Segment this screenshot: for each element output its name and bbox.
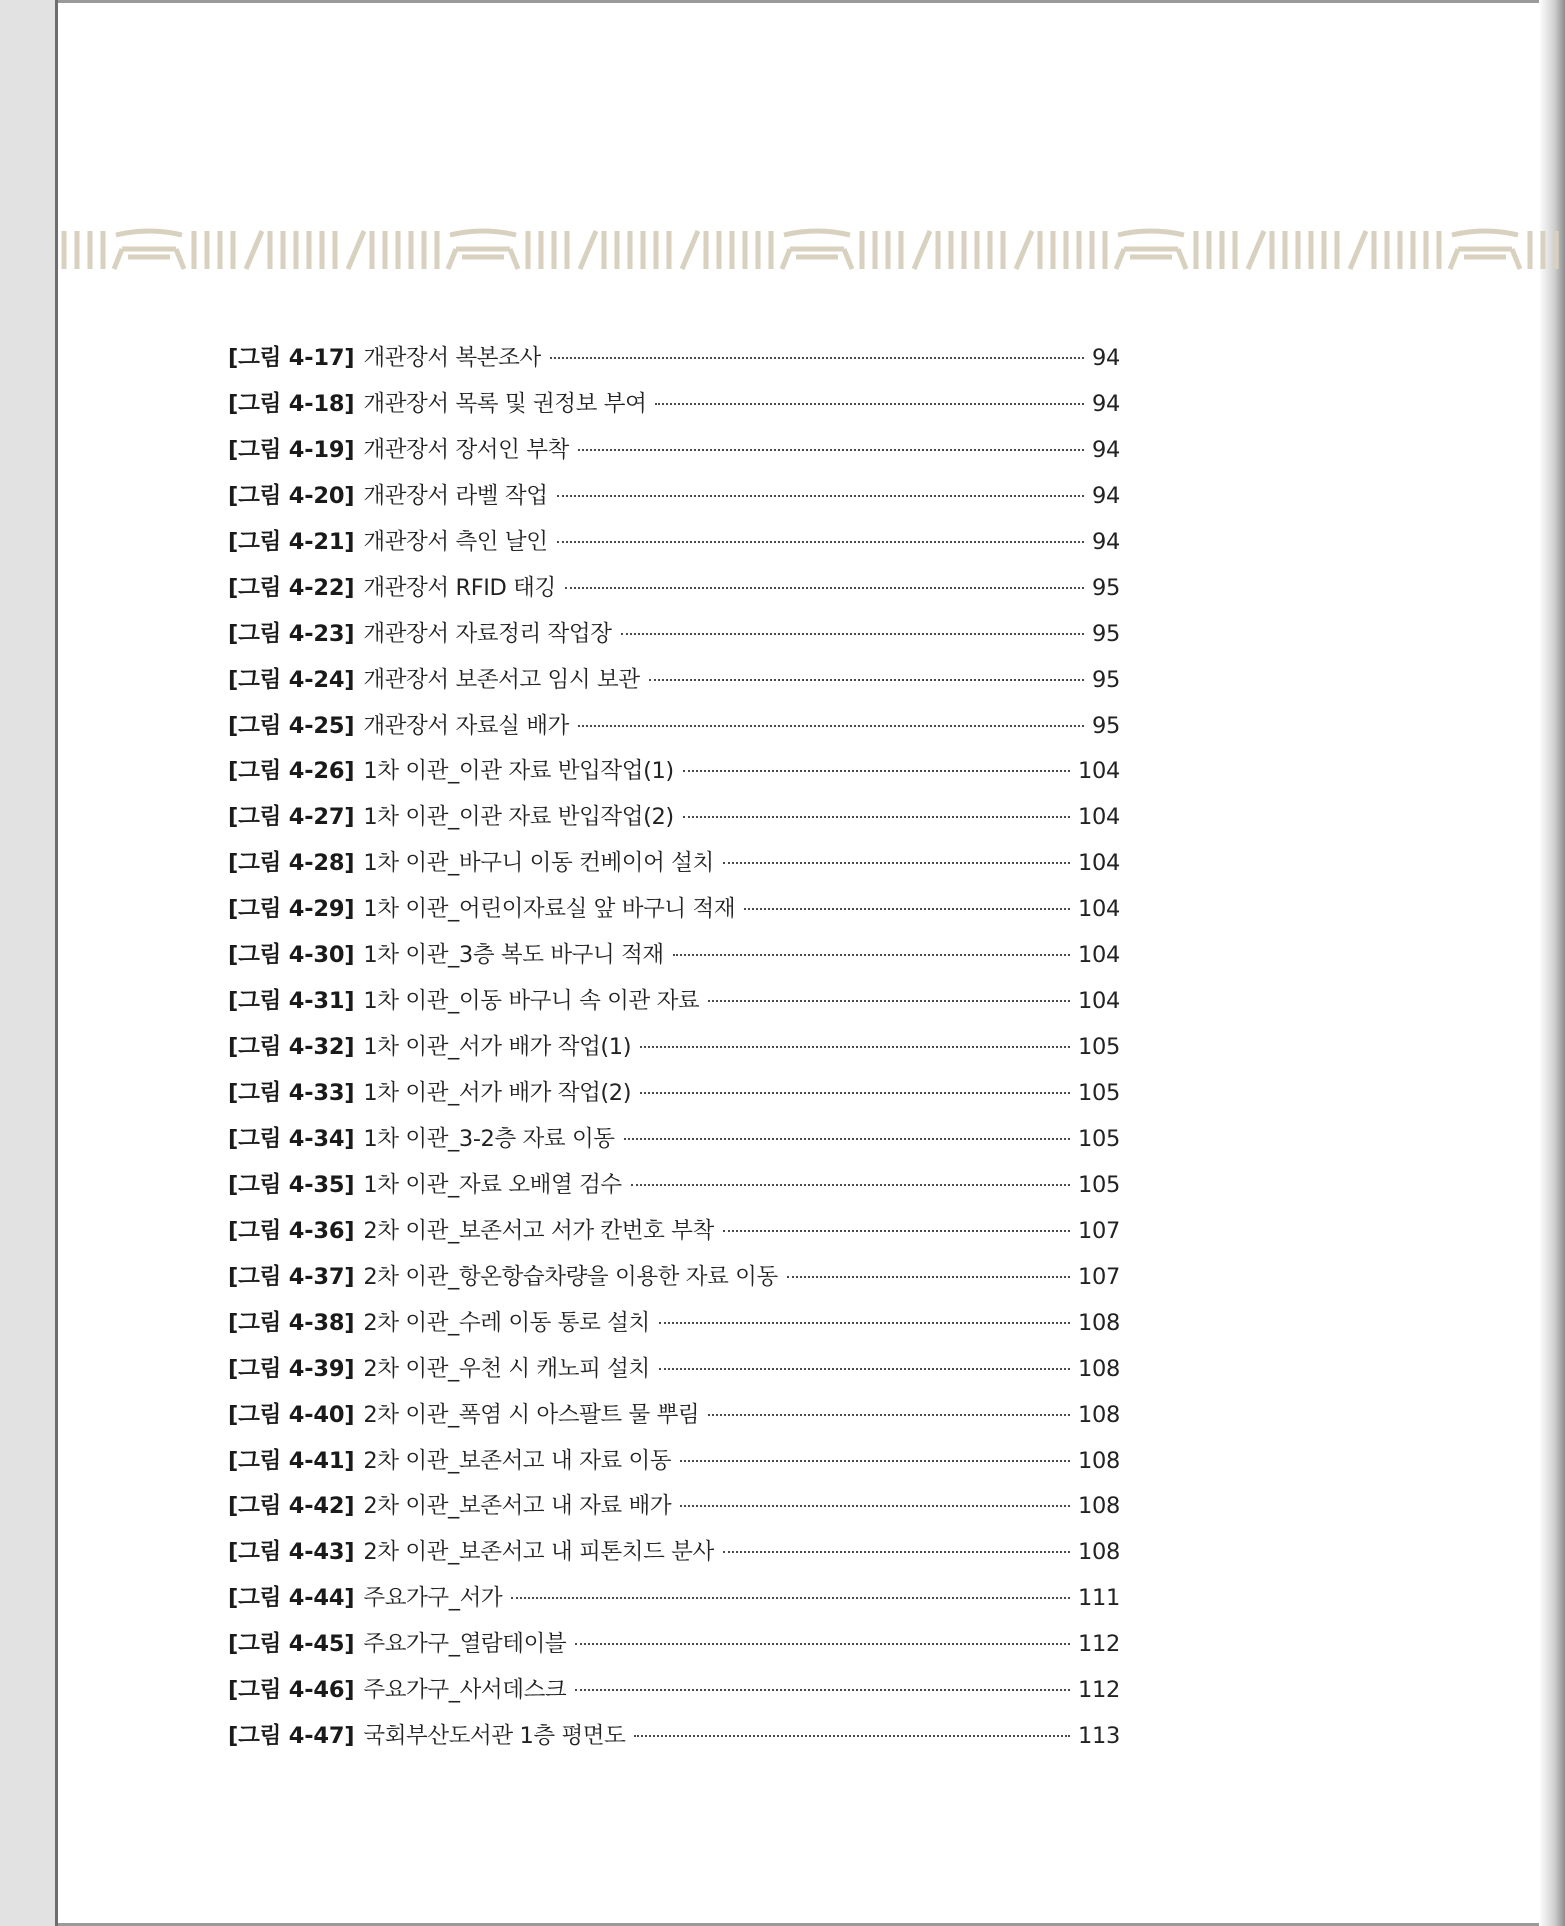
figure-title: 2차 이관_폭염 시 아스팔트 물 뿌림 [363, 1401, 700, 1428]
figure-number: [그림 4-23] [228, 620, 355, 647]
figure-list-item [228, 1393, 1120, 1439]
dot-leader [723, 862, 1070, 864]
page-number: 94 [1091, 345, 1120, 371]
figure-list-item [228, 428, 1120, 474]
figure-list-item [228, 1301, 1120, 1347]
dot-leader [708, 1414, 1070, 1416]
dot-leader [680, 1505, 1070, 1507]
figure-list-item [228, 1484, 1120, 1530]
page-number: 107 [1077, 1263, 1120, 1290]
figure-list-item [228, 520, 1120, 566]
dot-leader [557, 541, 1084, 543]
page-number: 108 [1077, 1539, 1120, 1566]
figure-title: 개관장서 목록 및 권정보 부여 [363, 390, 647, 417]
figure-title: 개관장서 복본조사 [363, 345, 541, 371]
figure-title: 개관장서 라벨 작업 [363, 482, 548, 509]
figure-list [228, 336, 1120, 1760]
figure-list-item [228, 704, 1120, 750]
dot-leader [624, 1138, 1070, 1140]
figure-list-item [228, 933, 1120, 979]
dot-leader [683, 816, 1070, 818]
page-number: 104 [1077, 758, 1120, 785]
figure-list-item [228, 612, 1120, 658]
figure-number: [그림 4-24] [228, 666, 355, 693]
figure-number: [그림 4-30] [228, 942, 355, 969]
figure-number: [그림 4-38] [228, 1309, 355, 1336]
dot-leader [659, 1368, 1070, 1370]
figure-title: 2차 이관_보존서고 서가 칸번호 부착 [363, 1217, 714, 1244]
figure-title: 1차 이관_이동 바구니 속 이관 자료 [363, 988, 700, 1015]
page-number: 104 [1077, 896, 1120, 923]
dot-leader [631, 1184, 1070, 1186]
figure-title: 1차 이관_서가 배가 작업(2) [363, 1080, 632, 1106]
page-number: 112 [1077, 1631, 1120, 1658]
figure-list-item [228, 474, 1120, 520]
page-number: 95 [1091, 620, 1120, 647]
figure-list-item [228, 887, 1120, 933]
page-number: 104 [1077, 988, 1120, 1015]
figure-title: 2차 이관_수레 이동 통로 설치 [363, 1309, 650, 1336]
figure-list-item [228, 1209, 1120, 1255]
figure-list-item [228, 1163, 1120, 1209]
page-number: 107 [1077, 1217, 1120, 1244]
figure-number: [그림 4-43] [228, 1539, 355, 1566]
dot-leader [575, 1643, 1070, 1645]
figure-number: [그림 4-34] [228, 1125, 355, 1152]
figure-number: [그림 4-22] [228, 574, 355, 601]
page-number: 108 [1077, 1309, 1120, 1336]
figure-list-item [228, 1576, 1120, 1622]
figure-number: [그림 4-31] [228, 988, 355, 1015]
decorative-pattern-band [58, 225, 1565, 275]
figure-number: [그림 4-26] [228, 758, 355, 785]
figure-number: [그림 4-39] [228, 1355, 355, 1382]
figure-number: [그림 4-29] [228, 896, 355, 923]
figure-list-item [228, 382, 1120, 428]
figure-list-item [228, 979, 1120, 1025]
page-number: 108 [1077, 1401, 1120, 1428]
figure-title: 1차 이관_3층 복도 바구니 적재 [363, 942, 664, 969]
figure-list-item [228, 1347, 1120, 1393]
figure-title: 1차 이관_서가 배가 작업(1) [363, 1034, 632, 1061]
page-number: 94 [1091, 482, 1120, 509]
figure-number: [그림 4-44] [228, 1585, 355, 1612]
figure-number: [그림 4-25] [228, 712, 355, 739]
figure-number: [그림 4-37] [228, 1263, 355, 1290]
page-right-shadow [1539, 0, 1565, 1926]
figure-number: [그림 4-17] [228, 345, 355, 371]
dot-leader [640, 1046, 1070, 1048]
page-number: 105 [1077, 1080, 1120, 1106]
dot-leader [655, 403, 1084, 405]
page-left-border [55, 0, 58, 1926]
figure-title: 1차 이관_3-2층 자료 이동 [363, 1125, 615, 1152]
figure-number: [그림 4-20] [228, 482, 355, 509]
figure-number: [그림 4-41] [228, 1447, 355, 1474]
figure-number: [그림 4-21] [228, 528, 355, 555]
page-number: 94 [1091, 436, 1120, 463]
page-number: 105 [1077, 1034, 1120, 1061]
dot-leader [683, 770, 1070, 772]
figure-number: [그림 4-46] [228, 1677, 355, 1704]
figure-list-item [228, 658, 1120, 704]
figure-list-item [228, 749, 1120, 795]
figure-title: 1차 이관_자료 오배열 검수 [363, 1171, 622, 1198]
figure-number: [그림 4-45] [228, 1631, 355, 1658]
dot-leader [621, 633, 1084, 635]
figure-title: 개관장서 자료실 배가 [363, 712, 569, 739]
page-number: 95 [1091, 712, 1120, 739]
page-number: 104 [1077, 942, 1120, 969]
figure-number: [그림 4-42] [228, 1493, 355, 1520]
figure-title: 주요가구_사서데스크 [363, 1677, 567, 1704]
figure-list-item [228, 566, 1120, 612]
dot-leader [708, 1000, 1070, 1002]
figure-number: [그림 4-35] [228, 1171, 355, 1198]
figure-title: 개관장서 보존서고 임시 보관 [363, 666, 640, 693]
page-number: 108 [1077, 1447, 1120, 1474]
figure-number: [그림 4-47] [228, 1723, 355, 1750]
figure-list-item [228, 1025, 1120, 1071]
figure-number: [그림 4-33] [228, 1080, 355, 1106]
figure-title: 주요가구_서가 [363, 1585, 503, 1612]
figure-number: [그림 4-28] [228, 850, 355, 877]
page-number: 111 [1077, 1585, 1120, 1612]
dot-leader [723, 1230, 1070, 1232]
page-left-margin [0, 0, 56, 1926]
dot-leader [578, 725, 1084, 727]
figure-list-item [228, 841, 1120, 887]
page-number: 94 [1091, 528, 1120, 555]
figure-title: 1차 이관_이관 자료 반입작업(1) [363, 758, 674, 785]
figure-title: 2차 이관_항온항습차량을 이용한 자료 이동 [363, 1263, 778, 1290]
page-number: 104 [1077, 804, 1120, 831]
figure-title: 국회부산도서관 1층 평면도 [363, 1723, 626, 1750]
figure-title: 개관장서 측인 날인 [363, 528, 548, 555]
figure-number: [그림 4-32] [228, 1034, 355, 1061]
figure-list-item [228, 1530, 1120, 1576]
figure-list-item [228, 336, 1120, 382]
figure-list-item [228, 1117, 1120, 1163]
page-number: 95 [1091, 666, 1120, 693]
figure-number: [그림 4-27] [228, 804, 355, 831]
figure-number: [그림 4-36] [228, 1217, 355, 1244]
dot-leader [578, 449, 1084, 451]
dot-leader [787, 1276, 1070, 1278]
page-number: 104 [1077, 850, 1120, 877]
dot-leader [659, 1322, 1070, 1324]
figure-title: 1차 이관_어린이자료실 앞 바구니 적재 [363, 896, 736, 923]
figure-title: 주요가구_열람테이블 [363, 1631, 567, 1658]
dot-leader [649, 679, 1084, 681]
page-number: 95 [1091, 574, 1120, 601]
dot-leader [673, 954, 1070, 956]
figure-title: 개관장서 RFID 태깅 [363, 574, 556, 601]
page-number: 108 [1077, 1355, 1120, 1382]
page-number: 112 [1077, 1677, 1120, 1704]
page-number: 108 [1077, 1493, 1120, 1520]
figure-number: [그림 4-18] [228, 390, 355, 417]
figure-title: 개관장서 자료정리 작업장 [363, 620, 612, 647]
figure-title: 개관장서 장서인 부착 [363, 436, 569, 463]
figure-list-item [228, 1622, 1120, 1668]
dot-leader [680, 1460, 1070, 1462]
dot-leader [575, 1689, 1070, 1691]
figure-title: 2차 이관_우천 시 캐노피 설치 [363, 1355, 650, 1382]
figure-title: 2차 이관_보존서고 내 피톤치드 분사 [363, 1539, 714, 1566]
dot-leader [640, 1092, 1070, 1094]
decorative-pattern-icon [58, 225, 1565, 275]
page-number: 113 [1077, 1723, 1120, 1750]
page-number: 94 [1091, 390, 1120, 417]
dot-leader [511, 1597, 1070, 1599]
figure-list-item [228, 795, 1120, 841]
figure-number: [그림 4-19] [228, 436, 355, 463]
figure-title: 1차 이관_바구니 이동 컨베이어 설치 [363, 850, 714, 877]
figure-list-item [228, 1439, 1120, 1485]
dot-leader [565, 587, 1084, 589]
dot-leader [557, 495, 1084, 497]
figure-title: 1차 이관_이관 자료 반입작업(2) [363, 804, 674, 831]
figure-title: 2차 이관_보존서고 내 자료 배가 [363, 1493, 672, 1520]
figure-list-item [228, 1071, 1120, 1117]
dot-leader [744, 908, 1070, 910]
page-number: 105 [1077, 1125, 1120, 1152]
dot-leader [550, 357, 1084, 359]
figure-list-item [228, 1668, 1120, 1714]
dot-leader [634, 1735, 1069, 1737]
figure-title: 2차 이관_보존서고 내 자료 이동 [363, 1447, 672, 1474]
dot-leader [723, 1551, 1070, 1553]
figure-list-item [228, 1714, 1120, 1760]
page-number: 105 [1077, 1171, 1120, 1198]
figure-list-item [228, 1255, 1120, 1301]
figure-number: [그림 4-40] [228, 1401, 355, 1428]
page-top-border [58, 0, 1565, 3]
